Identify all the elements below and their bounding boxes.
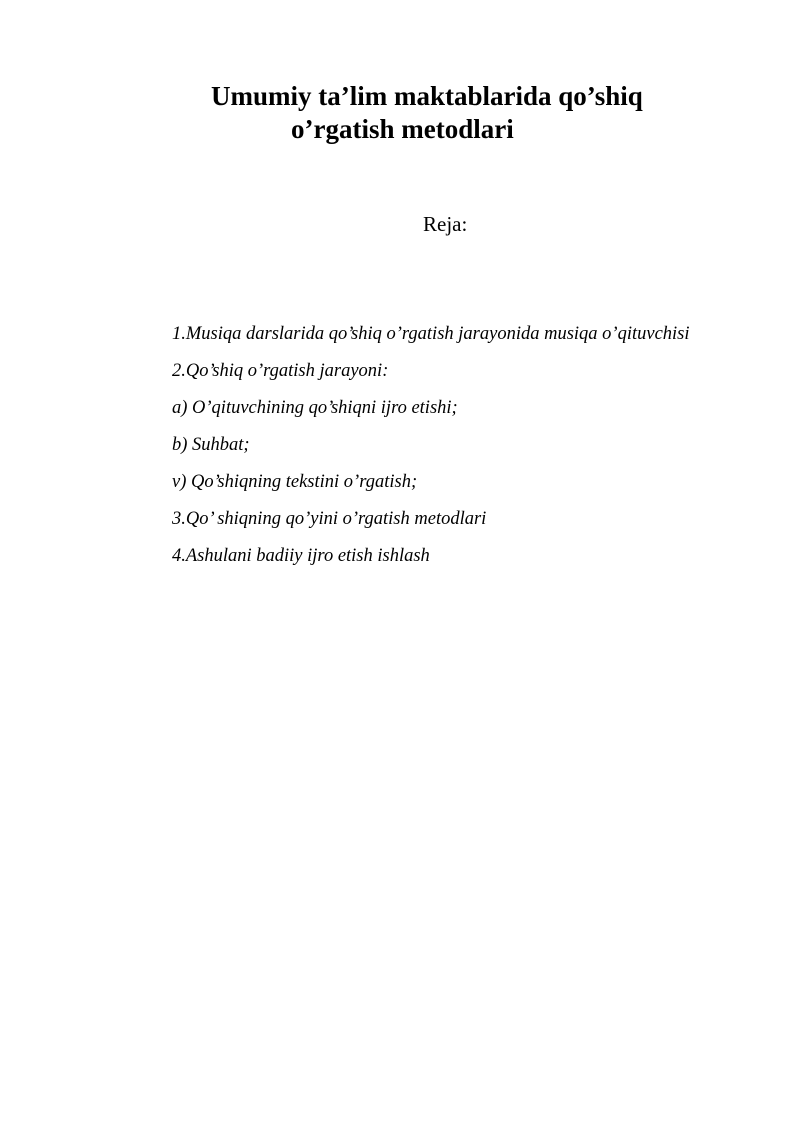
plan-list bbox=[172, 316, 723, 575]
plan-item-2: 2.Qo’shiq o’rgatish jarayoni: bbox=[172, 361, 389, 381]
document-title-line-2: o’rgatish metodlari bbox=[291, 114, 514, 144]
plan-item-4: 4.Ashulani badiiy ijro etish ishlash bbox=[172, 546, 430, 566]
plan-item-2v: v) Qo’shiqning tekstini o’rgatish; bbox=[172, 472, 418, 492]
plan-item-2b: b) Suhbat; bbox=[172, 435, 250, 455]
document-title-line-1: Umumiy ta’lim maktablarida qo’shiq bbox=[211, 81, 643, 111]
plan-item-1: 1.Musiqa darslarida qo’shiq o’rgatish jarayonida musiqa o’qituvchisi bbox=[172, 324, 690, 344]
plan-heading: Reja: bbox=[423, 212, 468, 236]
plan-item-2a: a) O’qituvchining qo’shiqni ijro etishi; bbox=[172, 398, 458, 418]
plan-item-3: 3.Qo’ shiqning qo’yini o’rgatish metodlari bbox=[172, 509, 487, 529]
